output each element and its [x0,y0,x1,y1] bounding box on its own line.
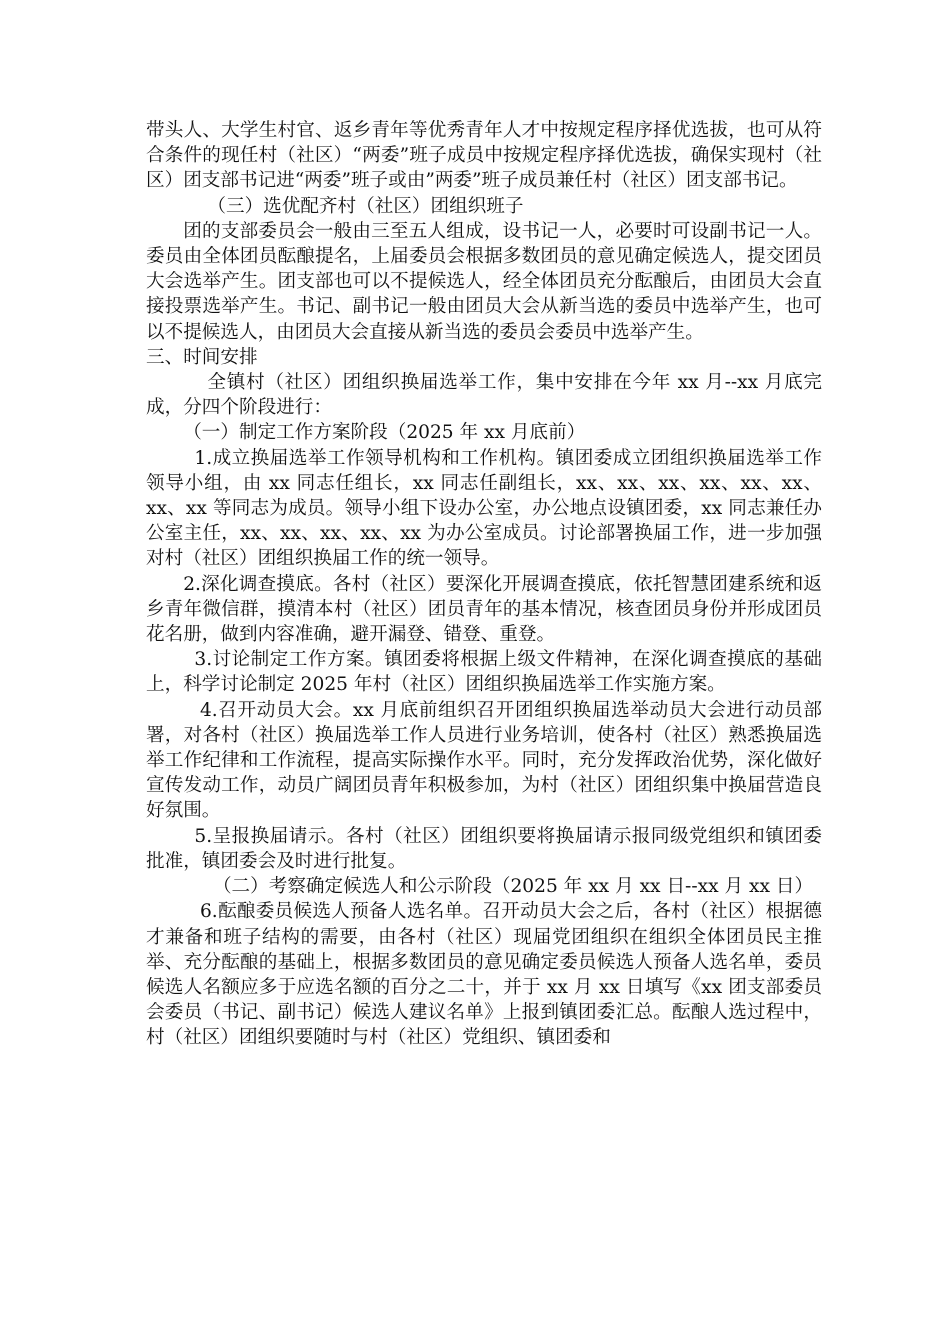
paragraph-intro-continuation: 带头人、大学生村官、返乡青年等优秀青年人才中按规定程序择优选拔，也可从符合条件的现任村（社区）“两委”班子成员中按规定程序择优选拔，确保实现村（社区）团支部书记进“两委”班子或由”两委”班子成员兼任村（社区）团支部书记。 [146,120,822,192]
paragraph-schedule-intro: 全镇村（社区）团组织换届选举工作，集中安排在今年 xx 月--xx 月底完成，分四个阶段进行： [146,372,822,419]
paragraph-item-5: 5.呈报换届请示。各村（社区）团组织要将换届请示报同级党组织和镇团委批准，镇团委会及时进行批复。 [146,825,822,872]
paragraph-item-6: 6.酝酿委员候选人预备人选名单。召开动员大会之后，各村（社区）根据德才兼备和班子结构的需要，由各村（社区）现届党团组织在组织全体团员民主推举、充分酝酿的基础上，根据多数团员的意见确定委员候选人预备人选名单，委员候选人名额应多于应选名额的百分之二十，并于 xx 月 xx 日填写《xx 团支部委员会委员（书记、副书记）候选人建议名单》上报到镇团委汇总。酝酿人选过程中，村（社区）团组织要随时与村（社区）党组织、镇团委和 [146,901,822,1049]
subheading-phase-one: （一）制定工作方案阶段（2025 年 xx 月底前） [183,422,586,444]
paragraph-committee: 团的支部委员会一般由三至五人组成，设书记一人，必要时可设副书记一人。委员由全体团员酝酿提名，上届委员会根据多数团员的意见确定候选人，提交团员大会选举产生。团支部也可以不提候选人，经全体团员充分酝酿后，由团员大会直接投票选举产生。书记、副书记一般由团员大会从新当选的委员中选举产生，也可以不提候选人，由团员大会直接从新当选的委员会委员中选举产生。 [146,220,822,343]
section-heading-schedule: 三、时间安排 [146,346,258,368]
paragraph-item-3: 3.讨论制定工作方案。镇团委将根据上级文件精神，在深化调查摸底的基础上，科学讨论制定 2025 年村（社区）团组织换届选举工作实施方案。 [146,649,822,696]
paragraph-item-4: 4.召开动员大会。xx 月底前组织召开团组织换届选举动员大会进行动员部署，对各村（社区）换届选举工作人员进行业务培训，使各村（社区）熟悉换届选举工作纪律和工作流程，提高实际操作水平。同时，充分发挥政治优势，深化做好宣传发动工作，动员广阔团员青年积极参加，为村（社区）团组织集中换届营造良好氛围。 [146,699,822,822]
document-page [146,118,822,1051]
subheading-phase-two: （二）考察确定候选人和公示阶段（2025 年 xx 月 xx 日--xx 月 xx 日） [212,876,814,898]
paragraph-item-2: 2.深化调查摸底。各村（社区）要深化开展调查摸底，依托智慧团建系统和返乡青年微信群，摸清本村（社区）团员青年的基本情况，核查团员身份并形成团员花名册，做到内容准确，避开漏登、错登、重登。 [146,573,822,646]
paragraph-item-1: 1.成立换届选举工作领导机构和工作机构。镇团委成立团组织换届选举工作领导小组，由 xx 同志任组长，xx 同志任副组长，xx、xx、xx、xx、xx、xx、xx、xx 等同志为成员。领导小组下设办公室，办公地点设镇团委，xx 同志兼任办公室主任，xx、xx、xx、xx、xx 为办公室成员。讨论部署换届工作，进一步加强对村（社区）团组织换届工作的统一领导。 [146,447,822,570]
subheading-three: （三）选优配齐村（社区）团组织班子 [207,195,524,217]
